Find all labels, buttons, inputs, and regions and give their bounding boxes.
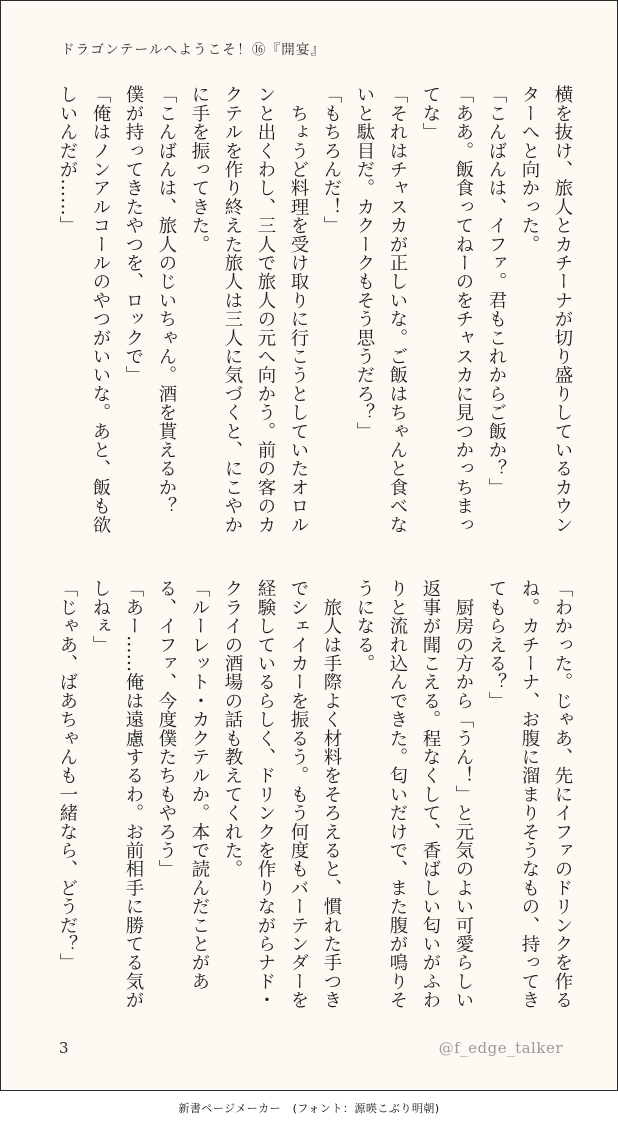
author-handle: @f_edge_talker (438, 1039, 563, 1057)
page-number: 3 (59, 1039, 69, 1057)
generator-credit: 新書ページメーカー (フォント：源暎こぶり明朝) (178, 1102, 440, 1115)
text-block-lower: 「わかった。じゃあ、先にイファのドリンクを作るね。カチーナ、お腹に溜まりそうなもの、持ってきてもらえる？」 厨房の方から「うん！」と元気のよい可愛らしい返事が聞こえる。程なくして、香ばしい匂いがふわりと流れ込んできた。匂いだけで、また腹が鳴りそうになる。 旅人は手際よく材料をそろえると、慣れた手つきでシェイカーを振るう。もう何度もバーテンダーを経験しているらしく、ドリンクを作りながらナド・クライの酒場の話も教えてくれた。 「ルーレット・カクテルか。本で読んだことがある、イファ、今度僕たちもやろう」 「あー……俺は遠慮するわ。お前相手に勝てる気がしねぇ」 「じゃあ、ばあちゃんも一緒なら、どうだ？」 (57, 579, 573, 1010)
page-title: ドラゴンテールへようこそ！⑯『開宴』 (61, 42, 326, 58)
text-block-upper: 横を抜け、旅人とカチーナが切り盛りしているカウンターへと向かった。 「こんばんは、イファ。君もこれからご飯か？」 「ああ。飯食ってねーのをチャスカに見つかっちまってな」 「それはチャスカが正しいな。ご飯はちゃんと食べないと駄目だ。カクークもそう思うだろ？」 「もちろんだ！」 ちょうど料理を受け取りに行こうとしていたオロルンと出くわし、三人で旅人の元へ向かう。前の客のカクテルを作り終えた旅人は三人に気づくと、にこやかに手を振ってきた。 「こんばんは、旅人のじいちゃん。酒を貰えるか？ 僕が持ってきたやつを、ロックで」 「俺はノンアルコールのやつがいいな。あと、飯も欲しいんだが……」 (57, 85, 573, 534)
